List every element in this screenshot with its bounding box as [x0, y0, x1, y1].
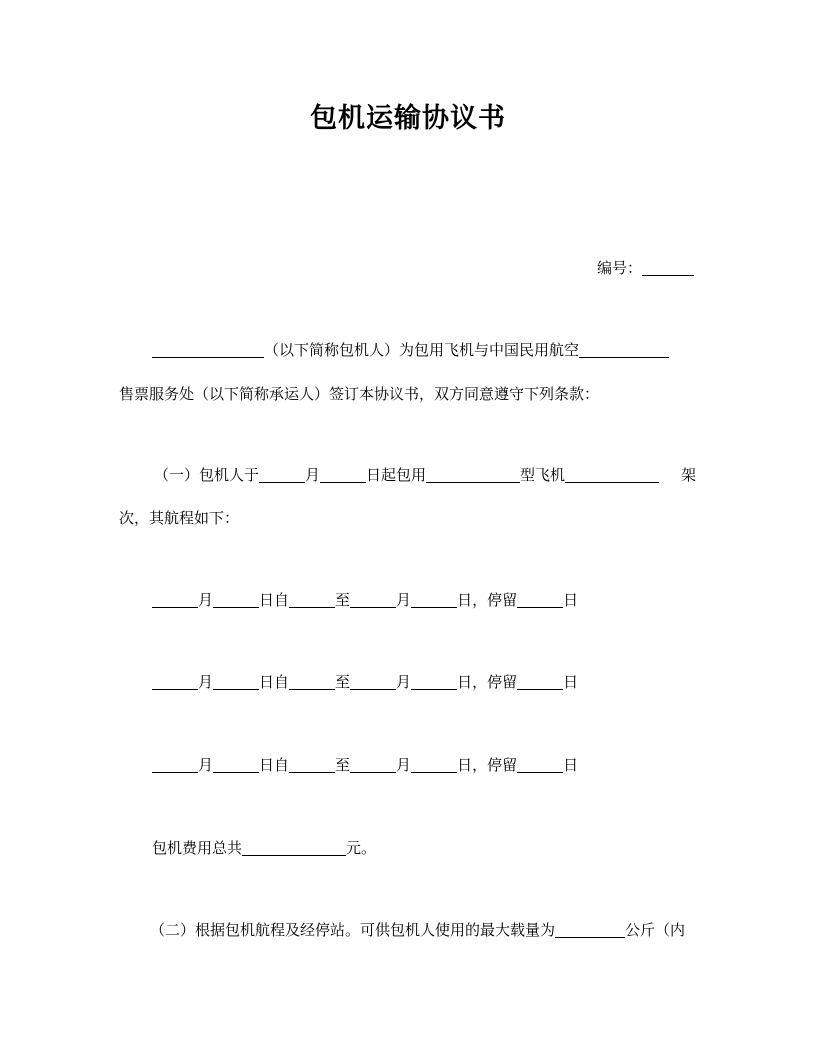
- arrive-day-blank[interactable]: [411, 591, 457, 608]
- itinerary-day-from-label: 日自: [259, 756, 290, 774]
- arrive-month-blank[interactable]: [350, 591, 396, 608]
- itinerary-row-3: [152, 755, 578, 775]
- clause-1-prefix: （一）包机人于: [154, 466, 260, 484]
- start-day-blank[interactable]: [320, 466, 366, 483]
- origin-blank[interactable]: [289, 756, 335, 773]
- intro-line-2: [119, 384, 599, 404]
- total-fee-blank[interactable]: [242, 839, 346, 856]
- serial-number-blank[interactable]: [642, 259, 694, 276]
- fee-suffix: 元。: [346, 839, 377, 857]
- arrive-month-blank[interactable]: [350, 673, 396, 690]
- itinerary-month-label: 月: [198, 673, 214, 691]
- itinerary-month-label: 月: [396, 591, 412, 609]
- itinerary-month-label: 月: [396, 673, 412, 691]
- clause-1-count-unit: 架: [681, 466, 697, 484]
- clause-2-prefix: （二）根据包机航程及经停站。可供包机人使用的最大载量为: [150, 921, 556, 939]
- itinerary-month-label: 月: [198, 756, 214, 774]
- clause-1-line-1: [154, 465, 659, 485]
- depart-day-blank[interactable]: [213, 673, 259, 690]
- serial-number-label: 编号：: [597, 259, 643, 277]
- itinerary-day-from-label: 日自: [259, 673, 290, 691]
- fee-prefix: 包机费用总共: [152, 839, 243, 857]
- itinerary-stay-label: 日，停留: [457, 756, 518, 774]
- itinerary-to-label: 至: [335, 591, 351, 609]
- serial-number-row: [597, 258, 694, 278]
- depart-month-blank[interactable]: [152, 756, 198, 773]
- intro-line-1: [152, 340, 669, 360]
- depart-month-blank[interactable]: [152, 673, 198, 690]
- depart-day-blank[interactable]: [213, 756, 259, 773]
- itinerary-row-2: [152, 672, 578, 692]
- start-month-blank[interactable]: [259, 466, 305, 483]
- clause-1-day-label: 日起包用: [366, 466, 427, 484]
- itinerary-stay-label: 日，停留: [457, 591, 518, 609]
- origin-blank[interactable]: [289, 673, 335, 690]
- stay-days-blank[interactable]: [517, 591, 563, 608]
- clause-1-line-2: [119, 508, 239, 528]
- itinerary-month-label: 月: [198, 591, 214, 609]
- branch-name-blank[interactable]: [579, 341, 669, 358]
- depart-day-blank[interactable]: [213, 591, 259, 608]
- intro-text-2: 售票服务处（以下简称承运人）签订本协议书，双方同意遵守下列条款：: [119, 385, 600, 403]
- clause-2-line-1: [150, 920, 685, 940]
- itinerary-day-from-label: 日自: [259, 591, 290, 609]
- stay-days-blank[interactable]: [517, 673, 563, 690]
- max-load-blank[interactable]: [555, 921, 625, 938]
- itinerary-month-label: 月: [396, 756, 412, 774]
- itinerary-day-label: 日: [563, 756, 579, 774]
- aircraft-model-blank[interactable]: [426, 466, 520, 483]
- clause-1-model-label: 型飞机: [520, 466, 566, 484]
- document-title: 包机运输协议书: [310, 103, 506, 134]
- depart-month-blank[interactable]: [152, 591, 198, 608]
- aircraft-count-blank[interactable]: [565, 466, 659, 483]
- itinerary-stay-label: 日，停留: [457, 673, 518, 691]
- clause-2-suffix: 公斤（内: [625, 921, 686, 939]
- stay-days-blank[interactable]: [517, 756, 563, 773]
- itinerary-day-label: 日: [563, 591, 579, 609]
- origin-blank[interactable]: [289, 591, 335, 608]
- itinerary-day-label: 日: [563, 673, 579, 691]
- arrive-month-blank[interactable]: [350, 756, 396, 773]
- clause-1-continuation: 次，其航程如下：: [119, 509, 240, 527]
- itinerary-row-1: [152, 590, 578, 610]
- clause-1-month-label: 月: [305, 466, 321, 484]
- fee-line: [152, 838, 376, 858]
- arrive-day-blank[interactable]: [411, 756, 457, 773]
- itinerary-to-label: 至: [335, 756, 351, 774]
- itinerary-to-label: 至: [335, 673, 351, 691]
- intro-text-1: （以下简称包机人）为包用飞机与中国民用航空: [264, 341, 580, 359]
- charterer-name-blank[interactable]: [152, 341, 264, 358]
- arrive-day-blank[interactable]: [411, 673, 457, 690]
